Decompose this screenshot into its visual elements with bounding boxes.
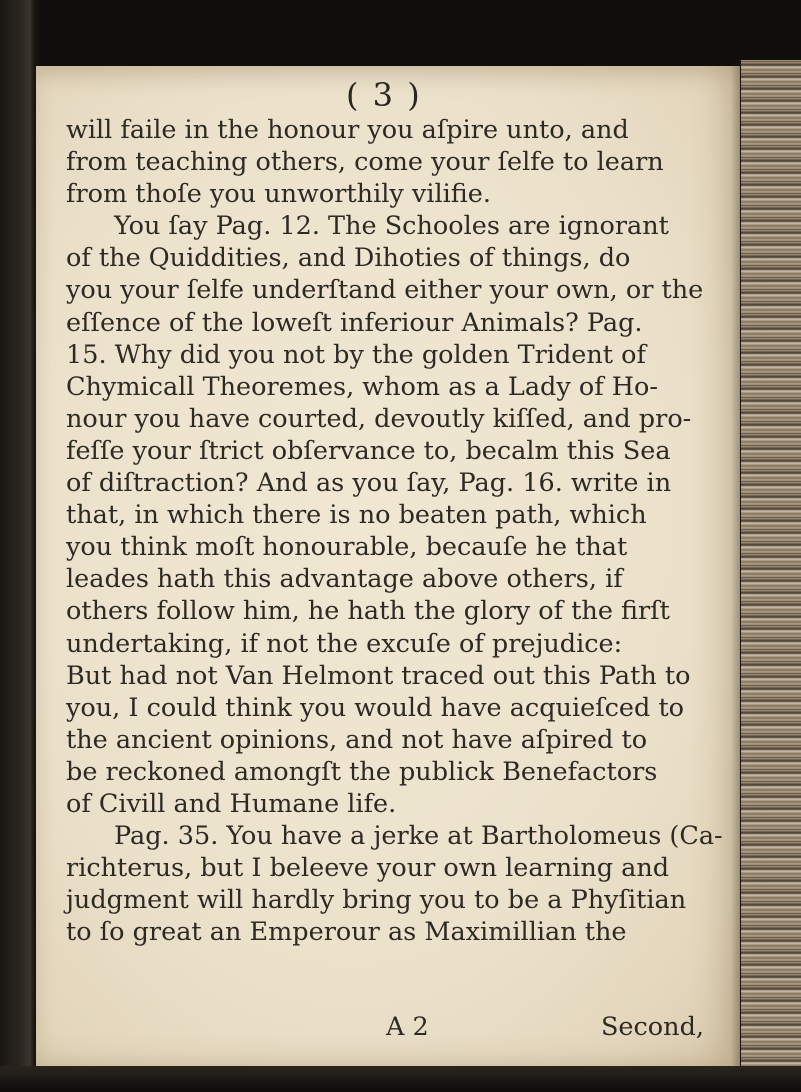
bottom-dark-strip — [0, 1066, 801, 1092]
text-line: But had not Van Helmont traced out this Path to — [66, 660, 691, 691]
signature-mark: A 2 — [386, 1012, 429, 1042]
text-line: to ſo great an Emperour as Maximillian the — [66, 917, 627, 948]
text-line: undertaking, if not the excuſe of prejudice: — [66, 628, 623, 659]
text-line: you, I could think you would have acquieſced to — [66, 692, 685, 723]
body-text — [66, 114, 723, 948]
text-line: leades hath this advantage above others, if — [66, 564, 623, 595]
text-line: you your ſelfe underſtand either your own, or the — [66, 275, 704, 306]
page-stack-edge — [741, 60, 801, 1070]
text-line: from teaching others, come your ſelfe to learn — [66, 147, 664, 178]
text-line: of Civill and Humane life. — [66, 788, 397, 819]
text-line: you think moſt honourable, becauſe he that — [66, 532, 628, 563]
text-line: You ſay Pag. 12. The Schooles are ignorant — [114, 211, 669, 242]
text-line: the ancient opinions, and not have aſpired to — [66, 724, 648, 755]
text-line: be reckoned amongſt the publick Benefactors — [66, 756, 658, 787]
text-line: of the Quiddities, and Dihoties of things, do — [66, 243, 631, 274]
text-line: judgment will hardly bring you to be a Phyſitian — [66, 885, 687, 916]
text-line: from thoſe you unworthily vilifie. — [66, 179, 491, 210]
text-line: feſſe your ſtrict obſervance to, becalm this Sea — [66, 435, 671, 466]
text-line: will faile in the honour you aſpire unto, and — [66, 115, 629, 145]
text-line: eſſence of the loweſt inferiour Animals? Pag. — [66, 307, 643, 338]
text-line: nour you have courted, devoutly kiſſed, and pro- — [66, 403, 692, 434]
text-line: richterus, but I beleeve your own learning and — [66, 853, 670, 884]
page-number: ( 3 ) — [346, 76, 422, 114]
text-line: of diſtraction? And as you ſay, Pag. 16. write in — [66, 468, 672, 499]
text-line: others follow him, he hath the glory of the firſt — [66, 596, 670, 627]
text-line: Pag. 35. You have a jerke at Bartholomeus (Ca- — [114, 821, 723, 852]
text-line: Chymicall Theoremes, whom as a Lady of Ho- — [66, 371, 658, 402]
text-line: that, in which there is no beaten path, which — [66, 500, 647, 531]
text-line: 15. Why did you not by the golden Trident of — [66, 339, 646, 370]
catchword: Second, — [600, 1012, 704, 1042]
